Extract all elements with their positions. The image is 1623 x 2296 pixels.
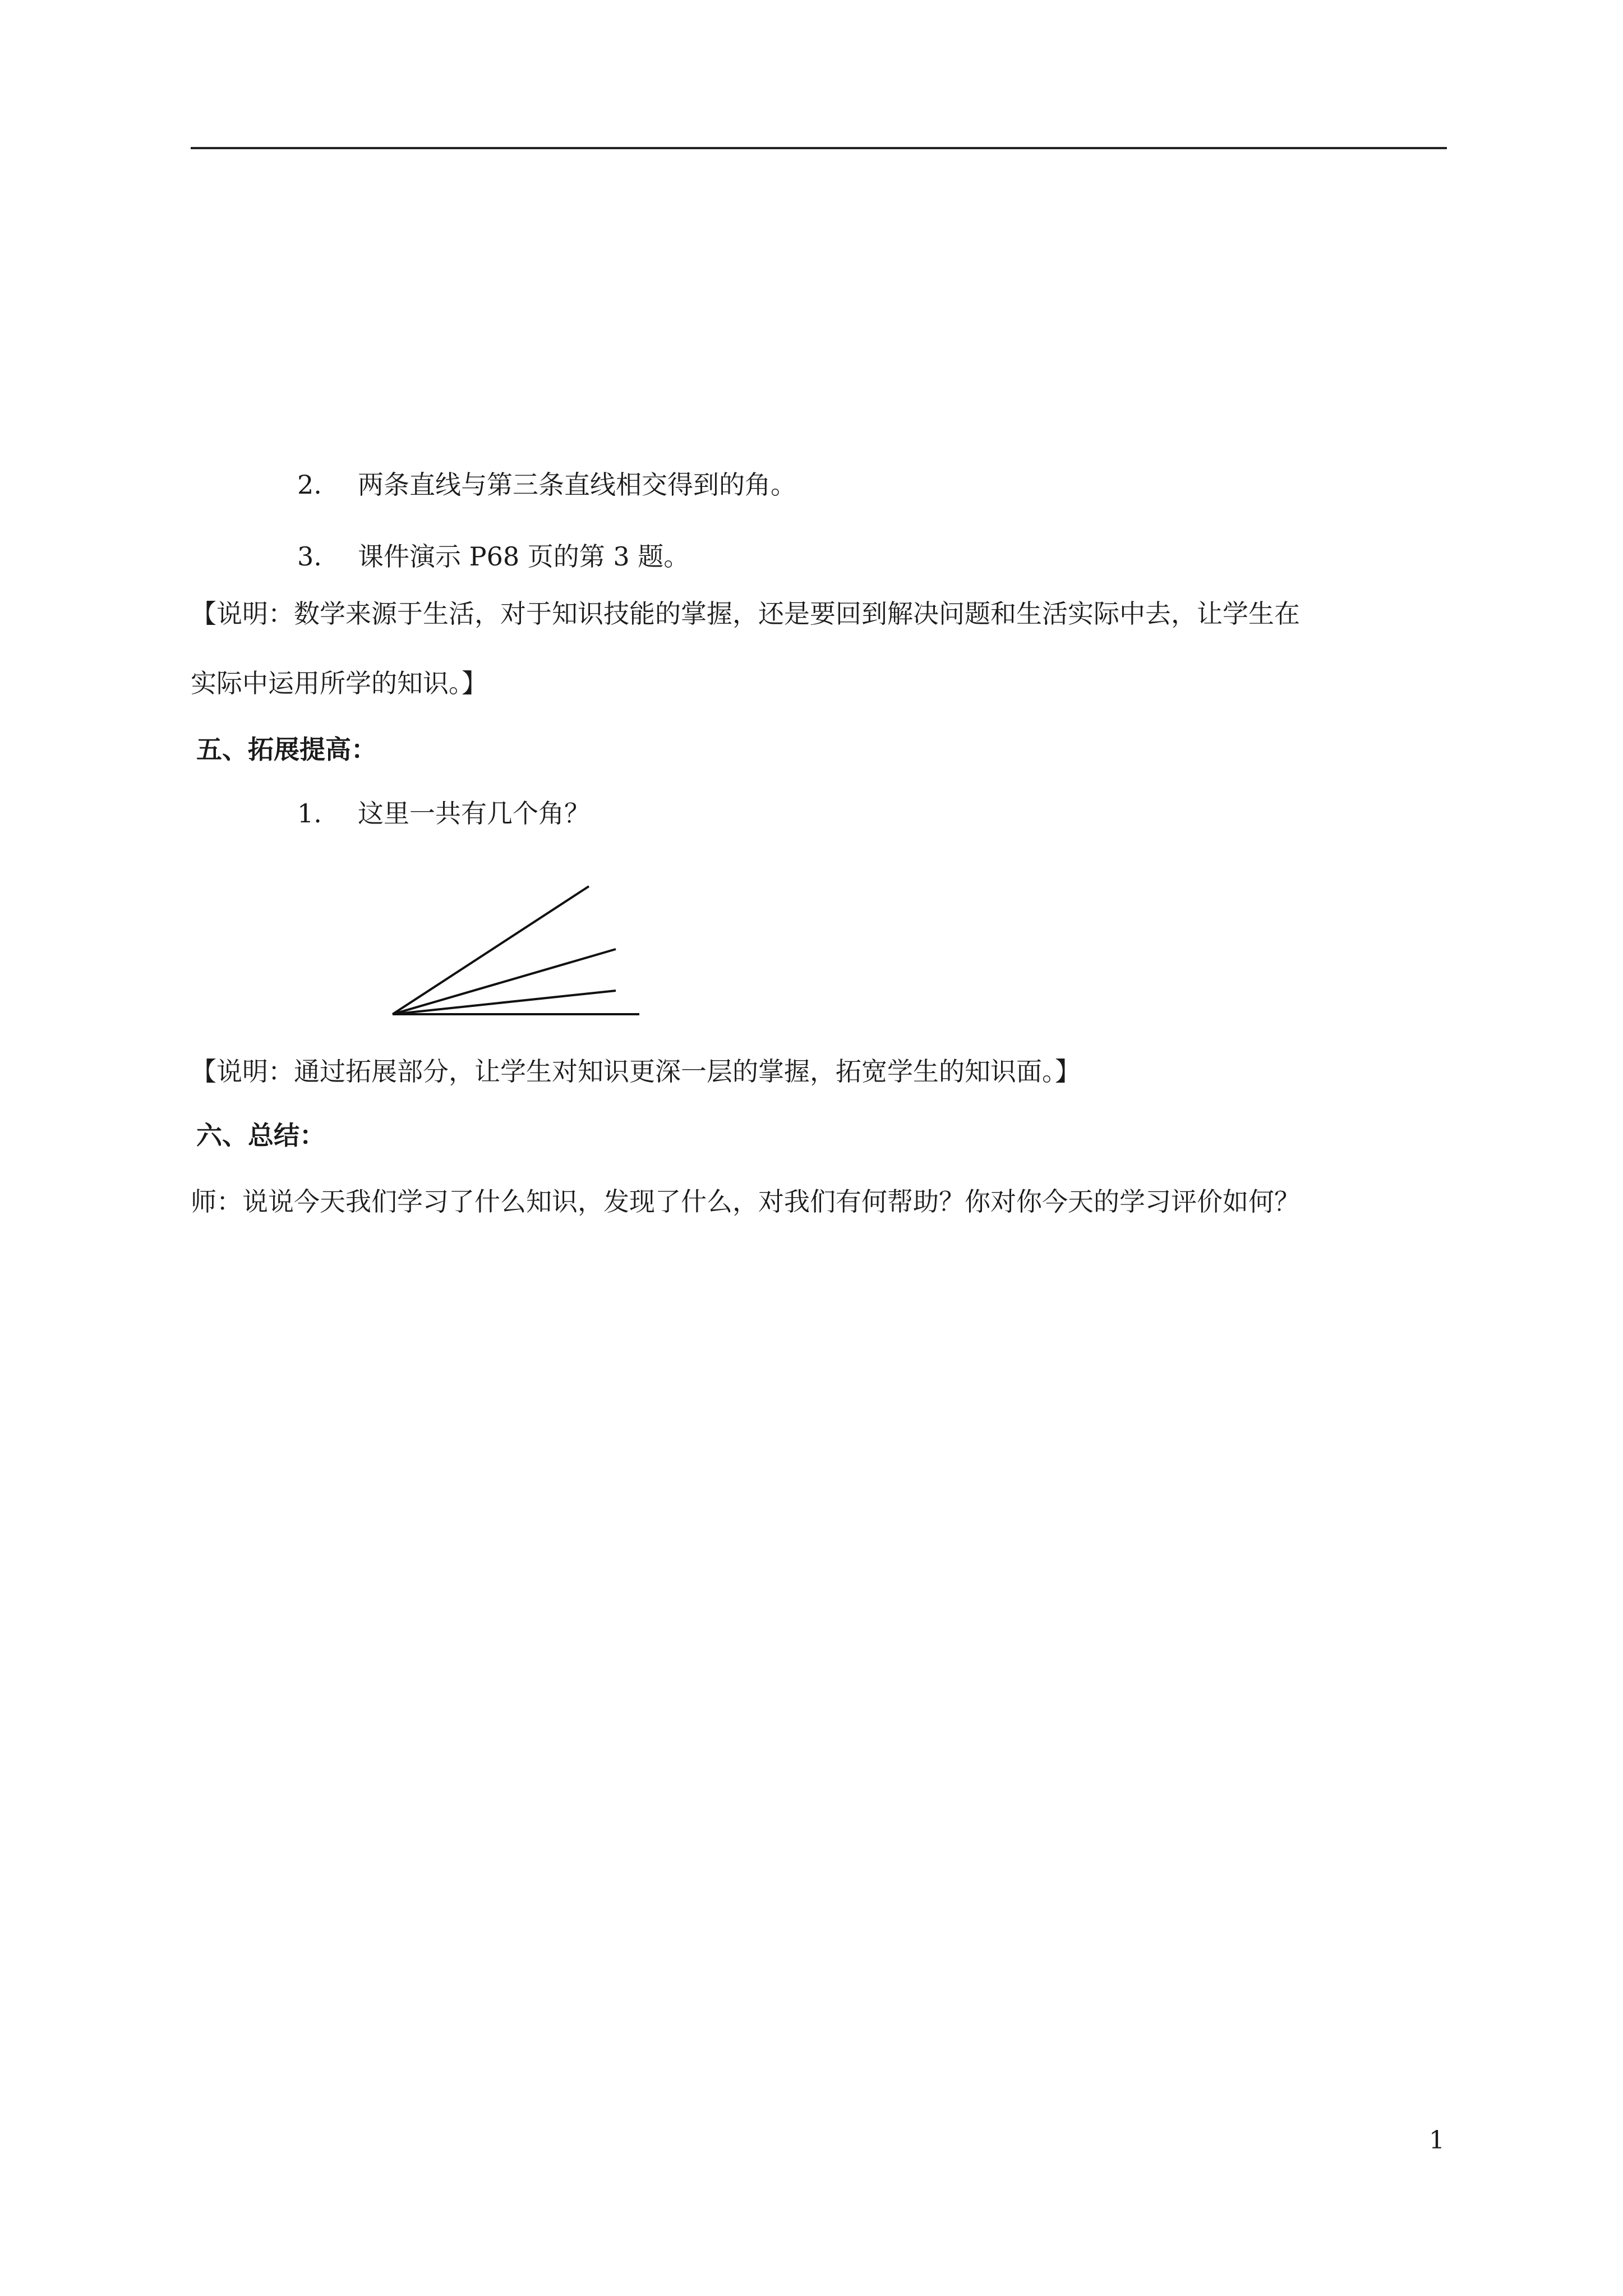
question-text: 这里一共有几个角？ — [358, 798, 590, 829]
list-text: 课件演示 P68 页的第 3 题。 — [358, 541, 690, 572]
question-1 — [297, 797, 590, 830]
list-item-2 — [297, 468, 796, 501]
section-6-heading: 六、总结： — [196, 1120, 325, 1151]
list-number: 3. — [297, 541, 322, 572]
summary-text: 师：说说今天我们学习了什么知识，发现了什么，对我们有何帮助？你对你今天的学习评价如何？ — [191, 1186, 1300, 1217]
list-text: 两条直线与第三条直线相交得到的角。 — [358, 470, 796, 500]
note-1-line-2: 实际中运用所学的知识。】 — [191, 668, 487, 698]
ray-3 — [393, 991, 616, 1014]
page-number: 1 — [1429, 2126, 1445, 2155]
note-1-line-1: 【说明：数学来源于生活，对于知识技能的掌握，还是要回到解决问题和生活实际中去，让学生在 — [191, 599, 1300, 629]
header-rule — [191, 147, 1447, 149]
list-number: 1. — [297, 798, 322, 829]
note-2: 【说明：通过拓展部分，让学生对知识更深一层的掌握，拓宽学生的知识面。】 — [191, 1056, 1081, 1087]
list-item-3 — [297, 540, 689, 573]
ray-2 — [393, 949, 616, 1014]
angle-rays-figure-icon — [387, 875, 656, 1021]
section-5-heading: 五、拓展提高： — [196, 734, 377, 765]
list-number: 2. — [297, 470, 322, 500]
ray-1 — [393, 886, 589, 1014]
